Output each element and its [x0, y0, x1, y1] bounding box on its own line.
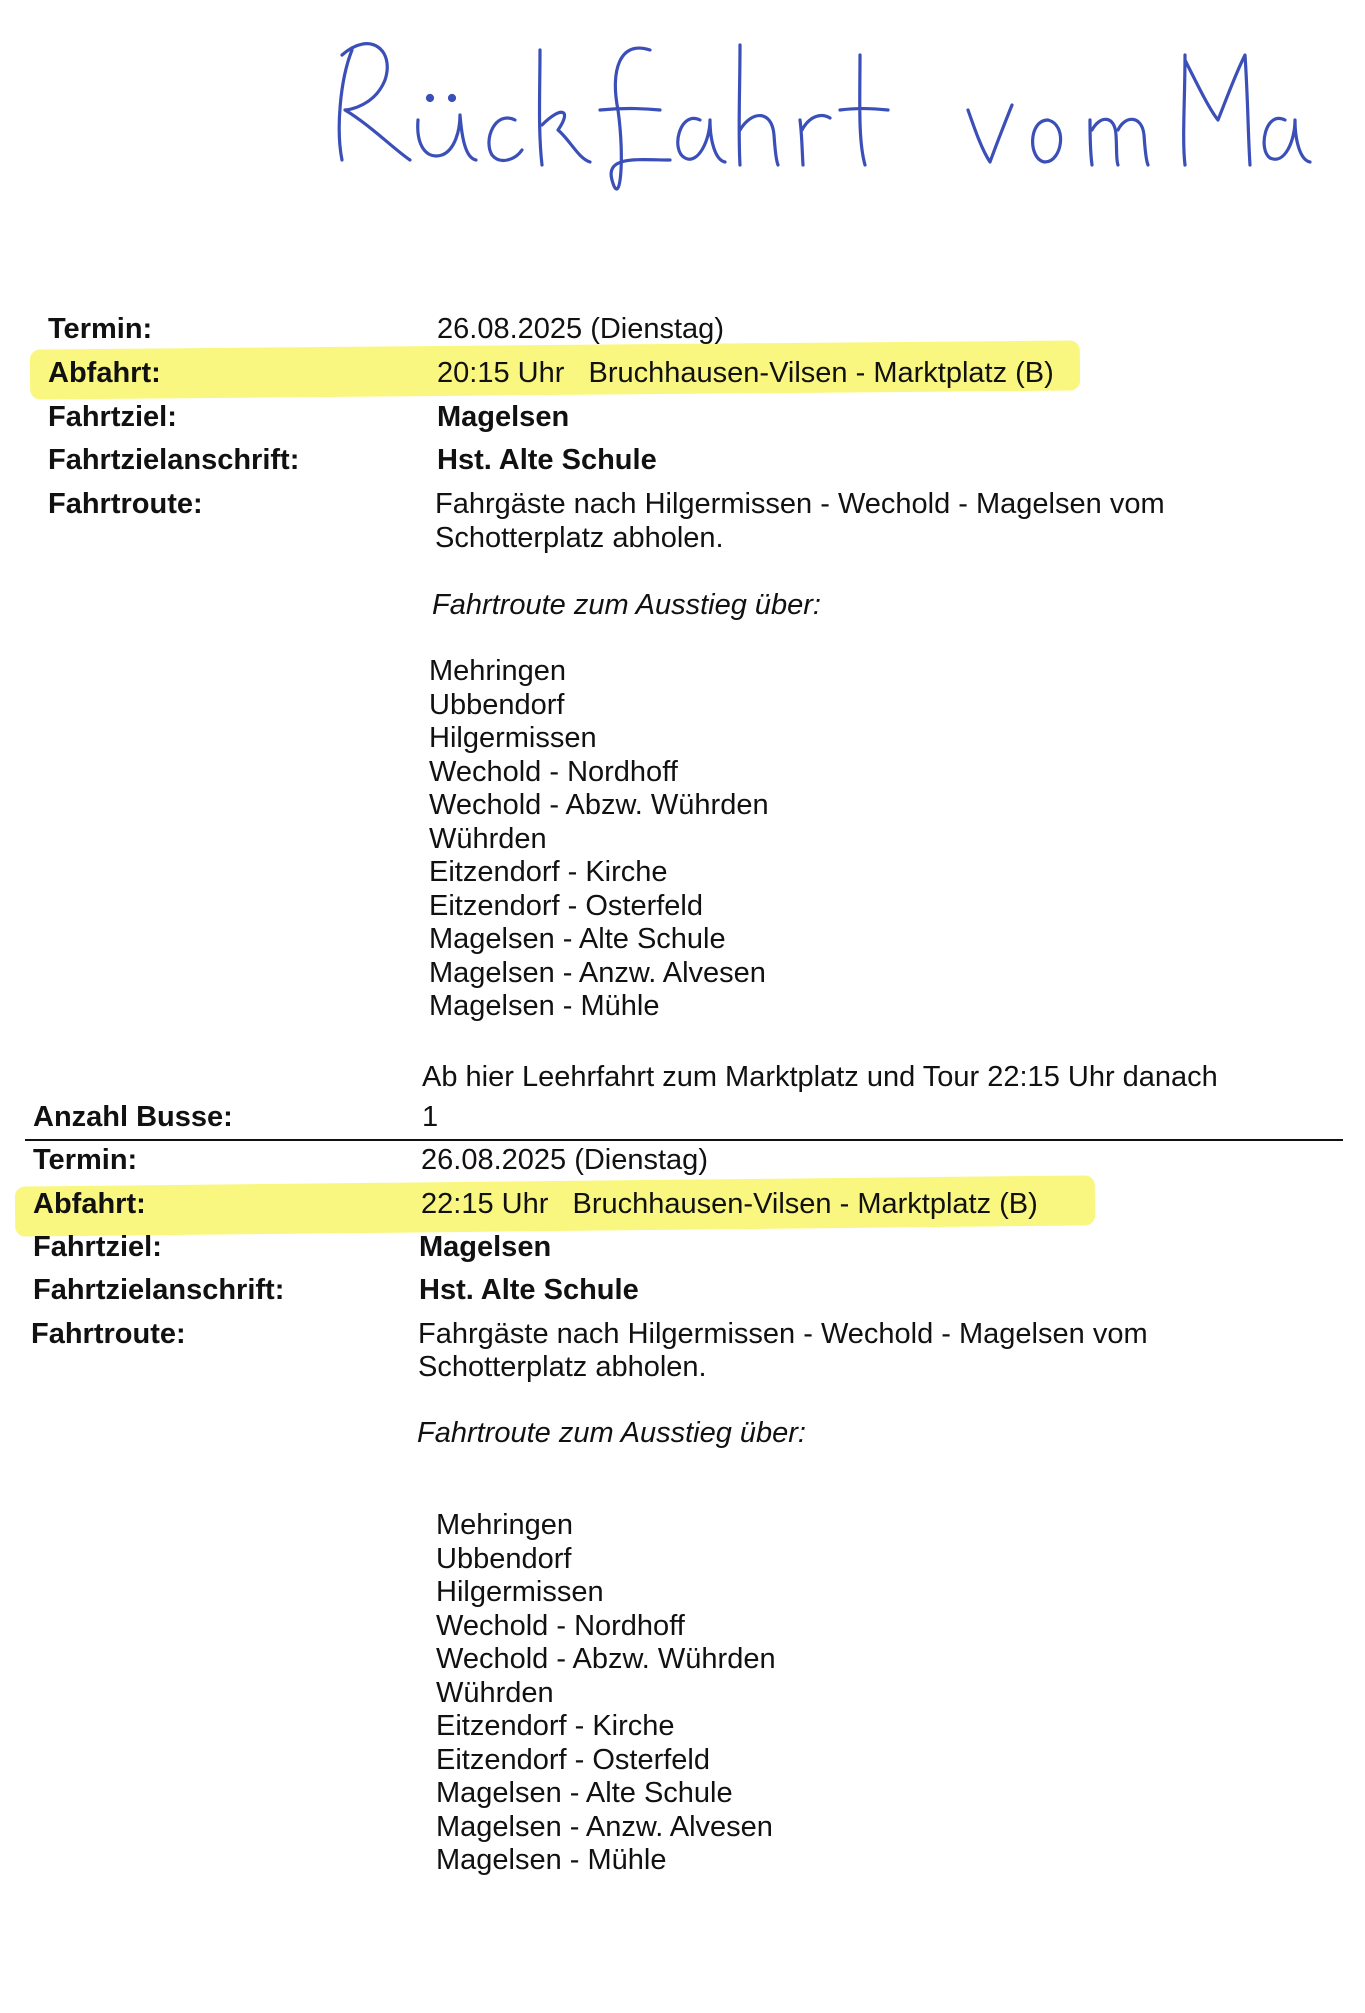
fahrtroute-label: Fahrtroute:: [31, 1318, 186, 1350]
fahrtziel-label: Fahrtziel:: [33, 1231, 162, 1263]
abfahrt-value: 20:15 Uhr Bruchhausen-Vilsen - Marktplatz (B): [437, 357, 1054, 389]
route-line-1: Fahrgäste nach Hilgermissen - Wechold - Magelsen vom: [435, 488, 1165, 520]
anschrift-value: Hst. Alte Schule: [437, 444, 657, 476]
anzahl-busse-label: Anzahl Busse:: [33, 1101, 233, 1133]
stop-item: Magelsen - Alte Schule: [436, 1777, 733, 1809]
anschrift-value: Hst. Alte Schule: [419, 1274, 639, 1306]
termin-value: 26.08.2025 (Dienstag): [421, 1144, 708, 1176]
stop-item: Mehringen: [429, 655, 567, 687]
stop-item: Wührden: [429, 822, 547, 855]
fahrtroute-label: Fahrtroute:: [48, 488, 203, 520]
termin-label: Termin:: [33, 1144, 138, 1176]
stop-list-1: [429, 655, 769, 1024]
divider: [25, 1139, 1343, 1141]
stop-item: Eitzendorf - Osterfeld: [436, 1743, 710, 1776]
route-line-2: Schotterplatz abholen.: [435, 522, 724, 554]
stop-item: Wechold - Nordhoff: [436, 1609, 685, 1642]
stop-item: Wechold - Nordhoff: [429, 755, 678, 788]
stop-item: Magelsen - Alte Schule: [429, 923, 726, 955]
stop-item: Wührden: [436, 1676, 554, 1709]
fahrtziel-value: Magelsen: [437, 401, 570, 433]
stop-item: Magelsen - Anzw. Alvesen: [436, 1810, 773, 1843]
termin-label: Termin:: [48, 313, 153, 345]
route-intro: Fahrtroute zum Ausstieg über:: [417, 1417, 806, 1449]
route-line-2: Schotterplatz abholen.: [418, 1351, 707, 1383]
anschrift-label: Fahrtzielanschrift:: [33, 1274, 285, 1306]
stop-item: Magelsen - Mühle: [436, 1844, 667, 1876]
route-line-1: Fahrgäste nach Hilgermissen - Wechold - Magelsen vom: [418, 1318, 1148, 1350]
stop-item: Magelsen - Mühle: [429, 990, 660, 1022]
stop-item: Ubbendorf: [429, 688, 565, 721]
stop-item: Eitzendorf - Kirche: [436, 1710, 675, 1742]
anzahl-busse-value: 1: [422, 1101, 439, 1133]
stop-item: Eitzendorf - Osterfeld: [429, 889, 703, 922]
stop-item: Wechold - Abzw. Wührden: [436, 1643, 776, 1675]
trip-note: Ab hier Leehrfahrt zum Marktplatz und Tour 22:15 Uhr danach: [422, 1061, 1218, 1093]
stop-item: Eitzendorf - Kirche: [429, 856, 668, 888]
handwritten-heading: [300, 10, 1340, 250]
fahrtziel-label: Fahrtziel:: [48, 401, 177, 433]
stop-item: Wechold - Abzw. Wührden: [429, 789, 769, 821]
termin-value: 26.08.2025 (Dienstag): [437, 313, 724, 345]
fahrtziel-value: Magelsen: [419, 1231, 552, 1263]
stop-item: Magelsen - Anzw. Alvesen: [429, 956, 766, 989]
anschrift-label: Fahrtzielanschrift:: [48, 444, 300, 476]
stop-item: Hilgermissen: [429, 722, 597, 754]
stop-item: Hilgermissen: [436, 1576, 604, 1608]
abfahrt-label: Abfahrt:: [48, 357, 161, 389]
stop-item: Mehringen: [436, 1509, 574, 1541]
abfahrt-label: Abfahrt:: [33, 1188, 146, 1220]
stop-list-2: [436, 1509, 776, 1878]
route-intro: Fahrtroute zum Ausstieg über:: [432, 589, 821, 621]
stop-item: Ubbendorf: [436, 1542, 572, 1575]
abfahrt-value: 22:15 Uhr Bruchhausen-Vilsen - Marktplatz (B): [421, 1188, 1038, 1220]
